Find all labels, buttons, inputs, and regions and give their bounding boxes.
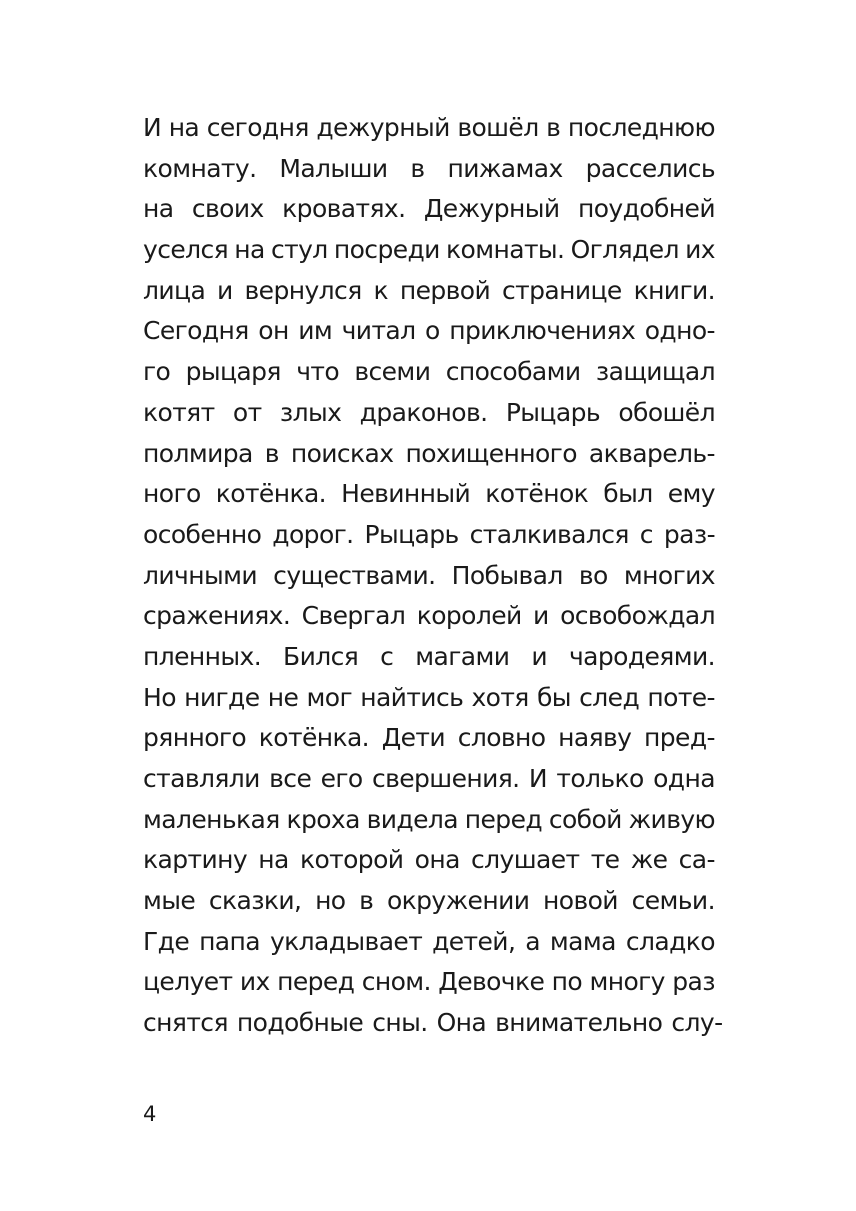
text-line: маленькая кроха видела перед собой живую	[143, 804, 715, 834]
text-line: ставляли все его свершения. И только одна	[143, 764, 715, 793]
text-line: И на сегодня дежурный вошёл в последнюю	[143, 113, 715, 142]
text-line: мые сказки, но в окружении новой семьи.	[143, 886, 715, 916]
text-line: картину на которой она слушает те же са-	[143, 845, 715, 875]
text-line: на своих кроватях. Дежурный поудобней	[143, 194, 715, 224]
text-line: ного котёнка. Невинный котёнок был ему	[143, 479, 715, 509]
page-number: 4	[143, 1102, 157, 1126]
text-line: особенно дорог. Рыцарь сталкивался с раз-	[143, 519, 715, 549]
text-line: уселся на стул посреди комнаты. Оглядел их	[143, 235, 715, 265]
body-text	[143, 108, 723, 1044]
text-line: снятся подобные сны. Она внимательно слу-	[143, 1008, 723, 1038]
text-line: пленных. Бился с магами и чародеями.	[143, 641, 715, 671]
text-line: комнату. Малыши в пижамах расселись	[143, 153, 715, 183]
text-line: Сегодня он им читал о приключениях одно-	[143, 316, 715, 346]
text-line: Но нигде не мог найтись хотя бы след поте-	[143, 682, 715, 712]
text-line: рянного котёнка. Дети словно наяву пред-	[143, 723, 715, 753]
text-line: котят от злых драконов. Рыцарь обошёл	[143, 397, 715, 427]
text-line: лица и вернулся к первой странице книги.	[143, 275, 715, 305]
text-line: го рыцаря что всеми способами защищал	[143, 357, 715, 387]
text-line: личными существами. Побывал во многих	[143, 560, 715, 590]
text-line: Где папа укладывает детей, а мама сладко	[143, 926, 715, 956]
text-line: сражениях. Свергал королей и освобождал	[143, 601, 715, 631]
text-line: полмира в поисках похищенного акварель-	[143, 438, 715, 468]
text-line: целует их перед сном. Девочке по многу раз	[143, 967, 715, 997]
